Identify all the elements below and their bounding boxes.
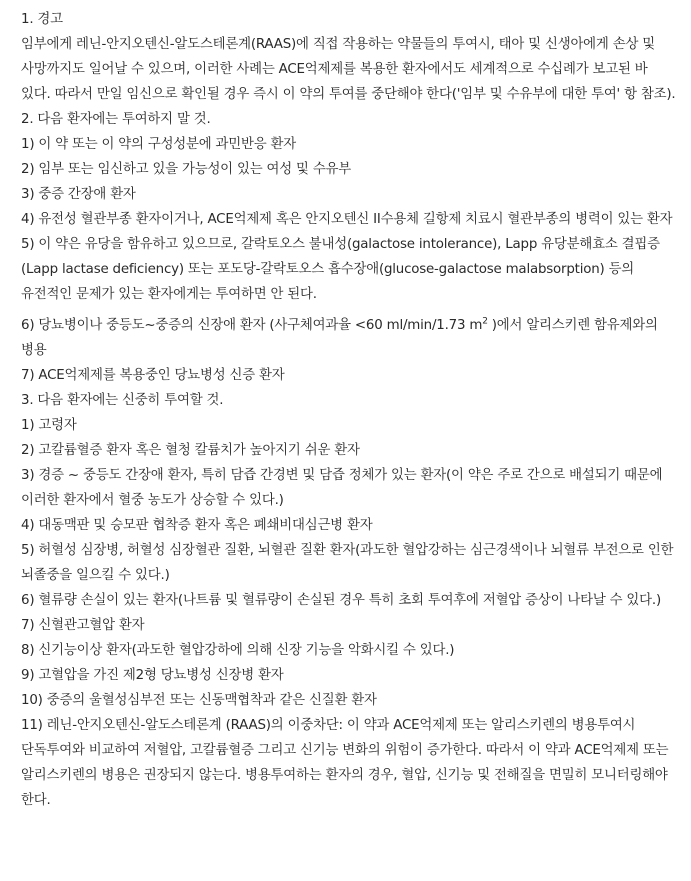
- document-body: [21, 7, 681, 813]
- caution-item-1: 1) 고령자: [21, 418, 77, 433]
- caution-item-7: 7) 신혈관고혈압 환자: [21, 618, 145, 633]
- contraindication-item-4: 4) 유전성 혈관부종 환자이거나, ACE억제제 혹은 안지오텐신 II수용체 길항제 치료시 혈관부종의 병력이 있는 환자: [21, 212, 673, 227]
- contraindication-item-5: 5) 이 약은 유당을 함유하고 있으므로, 갈락토오스 불내성(galactose intolerance), Lapp 유당분해효소 결핍증(Lapp lactase deficiency) 또는 포도당-갈락토오스 흡수장애(glucose-galactose malabsorption) 등의 유전적인 문제가 있는 환자에게는 투여하면 안 된다.: [21, 237, 660, 302]
- contraindication-item-6: [21, 313, 681, 363]
- section-3-heading: 3. 다음 환자에는 신중히 투여할 것.: [21, 393, 224, 408]
- contraindication-item-3: 3) 중증 간장애 환자: [21, 187, 136, 202]
- warning-paragraph: 임부에게 레닌-안지오텐신-알도스테론계(RAAS)에 직접 작용하는 약물들의 투여시, 태아 및 신생아에게 손상 및 사망까지도 일어날 수 있으며, 이러한 사례는 ACE억제제를 복용한 환자에서도 세계적으로 수십례가 보고된 바 있다. 따라서 만일 임신으로 확인될 경우 즉시 이 약의 투여를 중단해야 한다('임부 및 수유부에 대한 투여' 항 참조).: [21, 37, 676, 102]
- item-6-superscript: 2: [482, 316, 488, 327]
- caution-item-9: 9) 고혈압을 가진 제2형 당뇨병성 신장병 환자: [21, 668, 284, 683]
- caution-item-3: 3) 경증 ~ 중등도 간장애 환자, 특히 담즙 간경변 및 담즙 정체가 있는 환자(이 약은 주로 간으로 배설되기 때문에 이러한 환자에서 혈중 농도가 상승할 수 있다.): [21, 468, 663, 508]
- item-6-text-a: 6) 당뇨병이나 중등도~중증의 신장애 환자 (사구체여과율 <60 ml/min/1.73 m: [21, 318, 483, 333]
- section-2-heading: 2. 다음 환자에는 투여하지 말 것.: [21, 112, 211, 127]
- contraindication-item-1: 1) 이 약 또는 이 약의 구성성분에 과민반응 환자: [21, 137, 297, 152]
- caution-item-10: 10) 중증의 울혈성심부전 또는 신동맥협착과 같은 신질환 환자: [21, 693, 377, 708]
- contraindication-item-7: 7) ACE억제제를 복용중인 당뇨병성 신증 환자: [21, 368, 285, 383]
- caution-item-4: 4) 대동맥판 및 승모판 협착증 환자 혹은 폐쇄비대심근병 환자: [21, 518, 373, 533]
- contraindication-item-2: 2) 임부 또는 임신하고 있을 가능성이 있는 여성 및 수유부: [21, 162, 352, 177]
- section-1-heading: 1. 경고: [21, 12, 63, 27]
- caution-item-5: 5) 허혈성 심장병, 허혈성 심장혈관 질환, 뇌혈관 질환 환자(과도한 혈압강하는 심근경색이나 뇌혈류 부전으로 인한 뇌졸중을 일으킬 수 있다.): [21, 543, 674, 583]
- caution-item-2: 2) 고칼륨혈증 환자 혹은 혈청 칼륨치가 높아지기 쉬운 환자: [21, 443, 360, 458]
- caution-item-8: 8) 신기능이상 환자(과도한 혈압강하에 의해 신장 기능을 악화시킬 수 있다.): [21, 643, 455, 658]
- caution-item-6: 6) 혈류량 손실이 있는 환자(나트륨 및 혈류량이 손실된 경우 특히 초회 투여후에 저혈압 증상이 나타날 수 있다.): [21, 593, 661, 608]
- caution-item-11: 11) 레닌-안지오텐신-알도스테론계 (RAAS)의 이중차단: 이 약과 ACE억제제 또는 알리스키렌의 병용투여시 단독투여와 비교하여 저혈압, 고칼륨혈증 그리고 신기능 변화의 위험이 증가한다. 따라서 이 약과 ACE억제제 또는 알리스키렌의 병용은 권장되지 않는다. 병용투여하는 환자의 경우, 혈압, 신기능 및 전해질을 면밀히 모니터링해야 한다.: [21, 718, 669, 808]
- item-6-text-b: )에서 알리스키렌 함유제와의 병용: [21, 318, 658, 358]
